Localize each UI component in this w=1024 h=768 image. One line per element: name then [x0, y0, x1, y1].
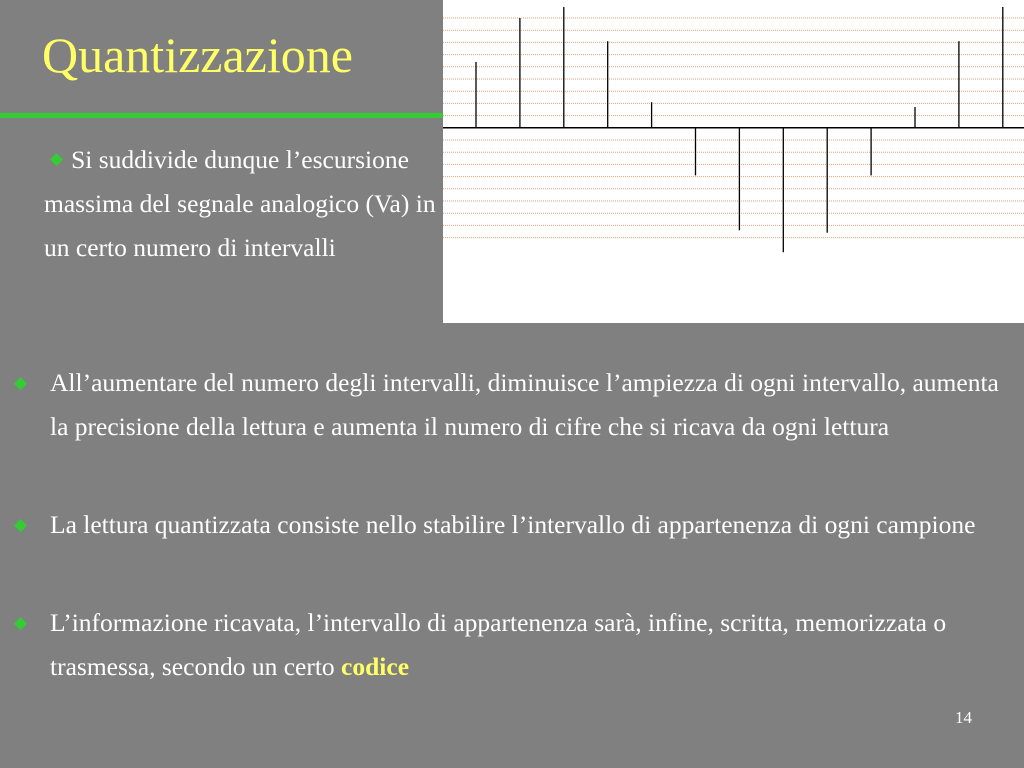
title-underline: [0, 113, 443, 118]
bullet-2: [14, 361, 1000, 449]
bullet-3: [14, 503, 1000, 547]
quantization-figure: [443, 0, 1024, 323]
codice-highlight: codice: [341, 652, 410, 681]
bullet-4-text: L’informazione ricavata, l’intervallo di appartenenza sarà, infine, scritta, memorizzata o trasmessa, secondo un certo: [50, 608, 947, 681]
diamond-bullet-icon: ◆: [14, 613, 28, 632]
quantization-chart: [443, 0, 1024, 323]
page-number: 14: [955, 708, 972, 727]
slide-title: Quantizzazione: [42, 27, 353, 83]
bullet-4: [14, 601, 1000, 689]
bullet-2-text: All’aumentare del numero degli intervalli, diminuisce l’ampiezza di ogni intervallo, aumenta la precisione della lettura e aumenta il numero di cifre che si ricava da ogni lettura: [50, 368, 999, 441]
bullet-1: [44, 137, 444, 270]
bullet-1-text: Si suddivide dunque l’escursione massima del segnale analogico (Va) in un certo numero di intervalli: [44, 145, 436, 262]
diamond-bullet-icon: ◆: [14, 373, 28, 392]
bullet-3-text: La lettura quantizzata consiste nello stabilire l’intervallo di appartenenza di ogni campione: [50, 510, 976, 539]
diamond-bullet-icon: ◆: [14, 515, 28, 534]
diamond-bullet-icon: ◆: [50, 149, 64, 168]
